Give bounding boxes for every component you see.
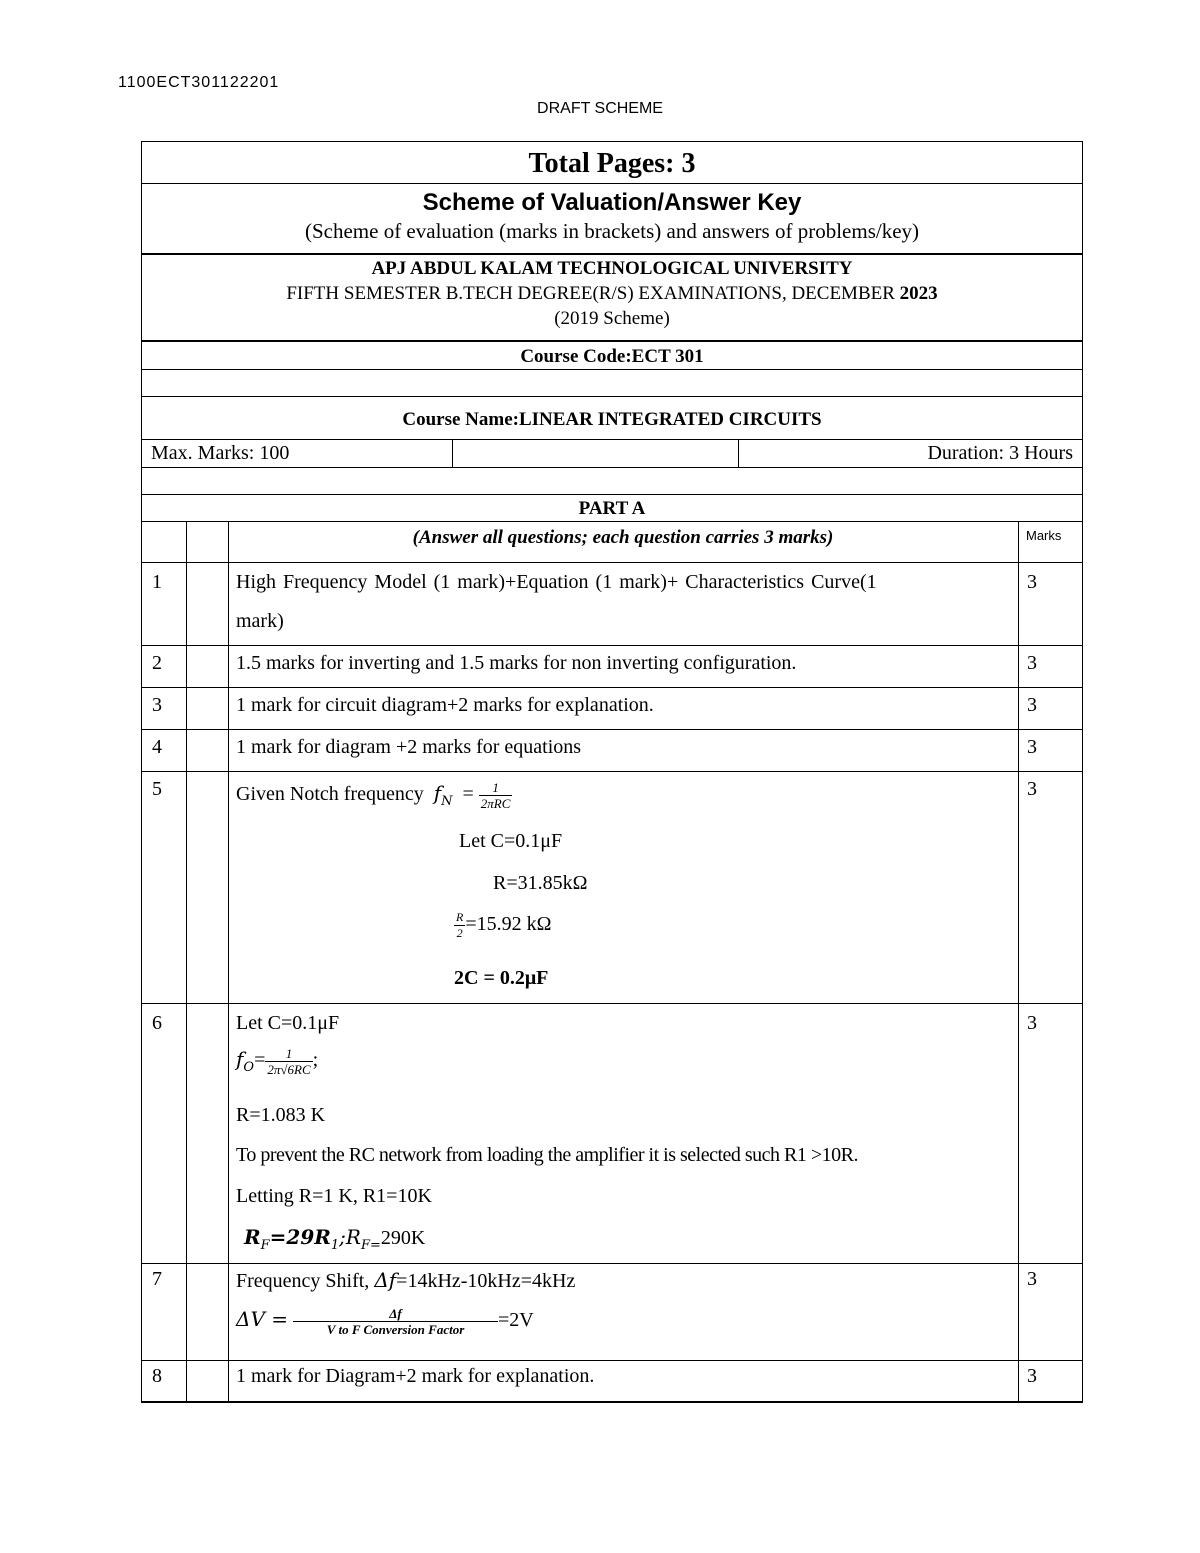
answer-text: Frequency Shift,: [236, 1270, 375, 1292]
duration: Duration: 3 Hours: [927, 442, 1073, 464]
table-row: [141, 771, 1083, 1004]
denominator: 2π√6RC: [267, 1062, 311, 1077]
answer-text: To prevent the RC network from loading the amplifier it is selected such R1 >10R.: [236, 1144, 859, 1166]
document-code: 1100ECT301122201: [118, 74, 280, 91]
question-number: 8: [152, 1365, 162, 1387]
oscillator-frequency-line: $f_O=$ $\frac{1}{2\pi√6RC}$ ;: [236, 1046, 319, 1077]
half-resistance-line: [454, 910, 552, 941]
question-number: 2: [152, 652, 162, 674]
marks-value: 3: [1027, 736, 1037, 758]
scheme-year: (2019 Scheme): [554, 308, 670, 329]
answer-text: =15.92 kΩ: [465, 913, 552, 936]
fraction: [265, 1046, 312, 1077]
scheme-box: [141, 183, 1083, 255]
question-number: 5: [152, 778, 162, 800]
course-name: Course Name:LINEAR INTEGRATED CIRCUITS: [141, 396, 1083, 440]
table-row: [141, 687, 1083, 730]
frequency-shift-line: [236, 1268, 575, 1293]
table-row: [141, 645, 1083, 688]
marks-value: 3: [1027, 1012, 1037, 1034]
math-symbol: Δf: [374, 1268, 397, 1292]
answer-text: High Frequency Model (1 mark)+Equation (1 mark)+ Characteristics Curve(1: [236, 571, 877, 593]
max-marks: Max. Marks: 100: [151, 442, 290, 464]
equals-sign: =: [462, 783, 474, 806]
math-symbol: f: [236, 1047, 244, 1072]
feedback-resistor-line: [244, 1225, 425, 1253]
math-symbol: f: [433, 781, 442, 806]
answer-text: Let C=0.1μF: [236, 1012, 340, 1034]
numerator: R: [456, 910, 464, 924]
answer-text: 290K: [380, 1227, 426, 1249]
answer-text: 1 mark for Diagram+2 mark for explanation.: [236, 1365, 595, 1387]
math-subscript: F: [260, 1238, 270, 1253]
answer-text: =14kHz-10kHz=4kHz: [396, 1270, 576, 1292]
denominator: 2: [456, 926, 463, 940]
answer-text: Let C=0.1μF: [459, 830, 563, 852]
question-number: 1: [152, 571, 162, 593]
table-row: [141, 1003, 1083, 1264]
question-number: 4: [152, 736, 162, 758]
scheme-subtitle: (Scheme of evaluation (marks in brackets) and answers of problems/key): [304, 219, 920, 243]
table-row: [141, 1360, 1083, 1403]
math-subscript: 1: [330, 1238, 340, 1253]
answer-text: R=1.083 K: [236, 1104, 326, 1126]
marks-value: 3: [1027, 652, 1037, 674]
answer-text: 2C = 0.2μF: [454, 967, 549, 989]
answer-text: Given Notch frequency: [236, 783, 424, 806]
marks-value: 3: [1027, 778, 1037, 800]
answer-text: =2V: [498, 1309, 534, 1332]
blank-row: [141, 369, 1083, 397]
draft-label: DRAFT SCHEME: [537, 100, 663, 117]
voltage-shift-line: [236, 1306, 534, 1337]
answer-text: Letting R=1 K, R1=10K: [236, 1185, 432, 1207]
numerator: 1: [265, 1046, 312, 1062]
math-symbol: R: [244, 1225, 261, 1249]
math-expression: ;R: [339, 1225, 361, 1249]
math-subscript: O: [243, 1060, 255, 1076]
exam-year: 2023: [899, 283, 938, 304]
marks-duration-row: [141, 439, 1083, 468]
instruction-row: [141, 521, 1083, 563]
fraction: [479, 780, 513, 811]
math-subscript: N: [441, 794, 453, 810]
denominator: V to F Conversion Factor: [326, 1322, 465, 1337]
math-expression: ΔV =: [236, 1307, 289, 1332]
marks-value: 3: [1027, 694, 1037, 716]
part-a-instruction: (Answer all questions; each question carries 3 marks): [412, 527, 834, 548]
answer-text: 1 mark for circuit diagram+2 marks for explanation.: [236, 694, 654, 716]
marks-header: Marks: [1026, 528, 1062, 543]
notch-frequency-line: [236, 780, 512, 811]
part-a-title: PART A: [141, 494, 1083, 522]
answer-text: R=31.85kΩ: [493, 872, 588, 894]
marks-value: 3: [1027, 1268, 1037, 1290]
fraction: [293, 1306, 498, 1337]
marks-value: 3: [1027, 571, 1037, 593]
denominator: 2πRC: [480, 796, 511, 811]
university-name: APJ ABDUL KALAM TECHNOLOGICAL UNIVERSITY: [371, 258, 853, 279]
question-number: 6: [152, 1012, 162, 1034]
total-pages: Total Pages: 3: [141, 141, 1083, 184]
question-number: 7: [152, 1268, 162, 1290]
exam-title: [142, 283, 1082, 305]
answer-text: 1.5 marks for inverting and 1.5 marks for non inverting configuration.: [236, 652, 797, 674]
table-row: [141, 1263, 1083, 1361]
marks-value: 3: [1027, 1365, 1037, 1387]
blank-row-2: [141, 467, 1083, 495]
math-subscript: F=: [360, 1238, 381, 1253]
table-row: [141, 562, 1083, 646]
fraction: [454, 910, 465, 941]
math-expression: =29R: [269, 1225, 331, 1249]
answer-text: 1 mark for diagram +2 marks for equations: [236, 736, 582, 758]
numerator: 1: [479, 780, 513, 796]
university-box: [141, 253, 1083, 341]
numerator: Δf: [293, 1306, 498, 1322]
scheme-title: Scheme of Valuation/Answer Key: [422, 189, 802, 216]
exam-title-text: FIFTH SEMESTER B.TECH DEGREE(R/S) EXAMINATIONS, DECEMBER: [286, 283, 900, 304]
question-number: 3: [152, 694, 162, 716]
table-row: [141, 729, 1083, 772]
course-code: Course Code:ECT 301: [141, 340, 1083, 370]
answer-text: mark): [236, 610, 284, 632]
